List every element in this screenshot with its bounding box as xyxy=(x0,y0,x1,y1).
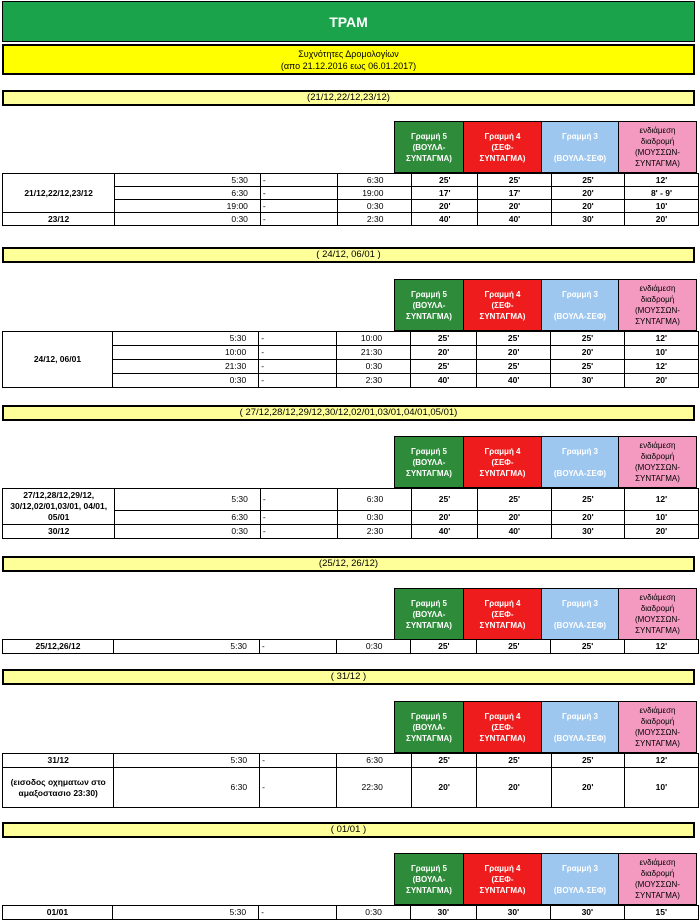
time-from: 5:30 xyxy=(115,489,261,511)
time-to: 10:00 xyxy=(336,332,411,346)
freq-line-3: 20' xyxy=(551,346,624,360)
time-to: 0:30 xyxy=(336,906,410,920)
freq-intermediate: 12' xyxy=(624,489,698,511)
freq-intermediate: 10' xyxy=(624,200,698,213)
time-separator: - xyxy=(259,332,336,346)
date-label: 25/12,26/12 xyxy=(3,640,114,654)
time-to: 0:30 xyxy=(338,511,412,525)
time-from: 5:30 xyxy=(112,906,258,920)
section-heading: (21/12,22/12,23/12) xyxy=(2,90,695,106)
freq-line-4: 25' xyxy=(477,640,551,654)
freq-line-3: 25' xyxy=(551,489,624,511)
freq-line-5: 25' xyxy=(412,174,478,187)
time-from: 0:30 xyxy=(115,525,261,539)
time-from: 10:00 xyxy=(112,346,258,360)
time-from: 5:30 xyxy=(114,640,260,654)
freq-line-5: 25' xyxy=(412,489,478,511)
time-from: 6:30 xyxy=(115,187,261,200)
time-separator: - xyxy=(260,200,337,213)
header-line-3: Γραμμή 3 (ΒΟΥΛΑ-ΣΕΦ) xyxy=(542,702,619,753)
time-to: 2:30 xyxy=(338,213,412,226)
time-to: 2:30 xyxy=(338,525,412,539)
header-line-3: Γραμμή 3 (ΒΟΥΛΑ-ΣΕΦ) xyxy=(542,280,619,331)
freq-line-4: 25' xyxy=(477,174,551,187)
freq-intermediate: 12' xyxy=(624,332,698,346)
date-label: 01/01 xyxy=(3,906,113,920)
freq-line-5: 25' xyxy=(411,640,477,654)
time-from: 5:30 xyxy=(115,174,261,187)
freq-line-4: 25' xyxy=(477,754,551,768)
freq-intermediate: 12' xyxy=(624,360,698,374)
freq-line-5: 40' xyxy=(411,374,477,388)
freq-line-5: 20' xyxy=(411,768,477,808)
time-separator: - xyxy=(259,640,336,654)
time-from: 6:30 xyxy=(114,768,260,808)
table-row xyxy=(3,213,699,226)
header-intermediate-route: ενδιάμεση διαδρομή (ΜΟΥΣΣΩΝ- ΣΥΝΤΑΓΜΑ) xyxy=(619,437,697,488)
table-row xyxy=(3,174,699,187)
freq-line-4: 20' xyxy=(477,768,551,808)
table-row xyxy=(3,489,699,511)
line-header-row xyxy=(394,121,697,173)
freq-line-3: 25' xyxy=(551,360,624,374)
time-separator: - xyxy=(259,360,336,374)
freq-line-3: 30' xyxy=(551,906,624,920)
frequency-table xyxy=(2,488,699,539)
freq-line-4: 25' xyxy=(476,332,550,346)
header-line-4: Γραμμή 4 (ΣΕΦ- ΣΥΝΤΑΓΜΑ) xyxy=(464,280,542,331)
freq-line-3: 25' xyxy=(551,640,624,654)
header-line-3: Γραμμή 3 (ΒΟΥΛΑ-ΣΕΦ) xyxy=(542,122,619,173)
frequency-table xyxy=(2,331,699,388)
freq-line-5: 20' xyxy=(412,511,478,525)
freq-line-5: 20' xyxy=(412,200,478,213)
frequency-table xyxy=(2,753,699,808)
freq-intermediate: 10' xyxy=(624,511,698,525)
freq-line-5: 17' xyxy=(412,187,478,200)
freq-intermediate: 12' xyxy=(624,174,698,187)
date-label: 27/12,28/12,29/12, 30/12,02/01,03/01, 04/01, 05/01 xyxy=(3,489,115,525)
date-label: (εισοδος οχηματων στο αμαξοστασιο 23:30) xyxy=(3,768,114,808)
frequency-table xyxy=(2,905,699,920)
time-from: 5:30 xyxy=(112,332,258,346)
time-separator: - xyxy=(260,489,337,511)
line-header-row xyxy=(394,588,697,640)
section-heading: ( 31/12 ) xyxy=(2,669,695,685)
time-to: 6:30 xyxy=(338,174,412,187)
table-row xyxy=(3,640,699,654)
line-header-row xyxy=(394,853,697,905)
time-separator: - xyxy=(260,174,337,187)
date-label: 21/12,22/12,23/12 xyxy=(3,174,115,213)
frequency-table xyxy=(2,639,699,654)
freq-line-5: 25' xyxy=(411,332,477,346)
freq-line-4: 20' xyxy=(477,511,551,525)
frequency-table xyxy=(2,173,699,226)
time-to: 0:30 xyxy=(337,640,411,654)
time-separator: - xyxy=(260,511,337,525)
time-separator: - xyxy=(260,754,337,768)
header-line-3: Γραμμή 3 (ΒΟΥΛΑ-ΣΕΦ) xyxy=(542,589,619,640)
freq-line-3: 20' xyxy=(551,187,624,200)
header-line-5: Γραμμή 5 (ΒΟΥΛΑ- ΣΥΝΤΑΓΜΑ) xyxy=(395,702,464,753)
time-separator: - xyxy=(260,525,337,539)
freq-line-4: 30' xyxy=(476,906,550,920)
time-separator: - xyxy=(259,346,336,360)
header-line-3: Γραμμή 3 (ΒΟΥΛΑ-ΣΕΦ) xyxy=(542,854,619,905)
header-line-4: Γραμμή 4 (ΣΕΦ- ΣΥΝΤΑΓΜΑ) xyxy=(464,589,542,640)
header-line-4: Γραμμή 4 (ΣΕΦ- ΣΥΝΤΑΓΜΑ) xyxy=(464,122,542,173)
time-separator: - xyxy=(260,768,337,808)
header-line-5: Γραμμή 5 (ΒΟΥΛΑ- ΣΥΝΤΑΓΜΑ) xyxy=(395,854,464,905)
date-label: 23/12 xyxy=(3,213,115,226)
freq-intermediate: 10' xyxy=(624,346,698,360)
freq-intermediate: 20' xyxy=(624,213,698,226)
header-line-4: Γραμμή 4 (ΣΕΦ- ΣΥΝΤΑΓΜΑ) xyxy=(464,437,542,488)
freq-line-3: 30' xyxy=(551,374,624,388)
section-heading: ( 24/12, 06/01 ) xyxy=(2,247,695,263)
freq-intermediate: 15' xyxy=(624,906,698,920)
time-to: 2:30 xyxy=(336,374,411,388)
time-separator: - xyxy=(260,213,337,226)
time-from: 19:00 xyxy=(115,200,261,213)
freq-line-4: 25' xyxy=(476,360,550,374)
freq-line-5: 25' xyxy=(411,754,477,768)
line-header-row xyxy=(394,436,697,488)
time-from: 0:30 xyxy=(112,374,258,388)
date-label: 31/12 xyxy=(3,754,114,768)
table-row xyxy=(3,768,699,808)
date-label: 24/12, 06/01 xyxy=(3,332,113,388)
freq-line-4: 40' xyxy=(476,374,550,388)
time-from: 21:30 xyxy=(112,360,258,374)
header-line-5: Γραμμή 5 (ΒΟΥΛΑ- ΣΥΝΤΑΓΜΑ) xyxy=(395,122,464,173)
freq-line-5: 20' xyxy=(411,346,477,360)
freq-line-3: 20' xyxy=(551,200,624,213)
header-line-3: Γραμμή 3 (ΒΟΥΛΑ-ΣΕΦ) xyxy=(542,437,619,488)
freq-line-3: 20' xyxy=(551,511,624,525)
freq-line-3: 25' xyxy=(551,174,624,187)
date-range-banner xyxy=(2,44,695,75)
time-separator: - xyxy=(259,906,336,920)
time-separator: - xyxy=(259,374,336,388)
section-heading: ( 27/12,28/12,29/12,30/12,02/01,03/01,04/01,05/01) xyxy=(2,405,695,421)
header-intermediate-route: ενδιάμεση διαδρομή (ΜΟΥΣΣΩΝ- ΣΥΝΤΑΓΜΑ) xyxy=(619,854,697,905)
header-intermediate-route: ενδιάμεση διαδρομή (ΜΟΥΣΣΩΝ- ΣΥΝΤΑΓΜΑ) xyxy=(619,589,697,640)
time-from: 5:30 xyxy=(114,754,260,768)
header-intermediate-route: ενδιάμεση διαδρομή (ΜΟΥΣΣΩΝ- ΣΥΝΤΑΓΜΑ) xyxy=(619,122,697,173)
freq-intermediate: 10' xyxy=(624,768,698,808)
header-line-5: Γραμμή 5 (ΒΟΥΛΑ- ΣΥΝΤΑΓΜΑ) xyxy=(395,280,464,331)
time-to: 21:30 xyxy=(336,346,411,360)
line-header-row xyxy=(394,279,697,331)
header-line-4: Γραμμή 4 (ΣΕΦ- ΣΥΝΤΑΓΜΑ) xyxy=(464,702,542,753)
freq-line-4: 20' xyxy=(477,200,551,213)
freq-line-4: 40' xyxy=(477,525,551,539)
table-row xyxy=(3,906,699,920)
time-to: 0:30 xyxy=(338,200,412,213)
header-line-4: Γραμμή 4 (ΣΕΦ- ΣΥΝΤΑΓΜΑ) xyxy=(464,854,542,905)
time-to: 6:30 xyxy=(337,754,411,768)
freq-intermediate: 12' xyxy=(624,754,698,768)
section-heading: ( 01/01 ) xyxy=(2,822,695,838)
time-to: 19:00 xyxy=(338,187,412,200)
freq-intermediate: 12' xyxy=(624,640,698,654)
freq-line-5: 25' xyxy=(411,360,477,374)
freq-line-4: 25' xyxy=(477,489,551,511)
freq-line-3: 30' xyxy=(551,213,624,226)
table-row xyxy=(3,754,699,768)
freq-line-5: 40' xyxy=(412,525,478,539)
header-line-5: Γραμμή 5 (ΒΟΥΛΑ- ΣΥΝΤΑΓΜΑ) xyxy=(395,589,464,640)
date-label: 30/12 xyxy=(3,525,115,539)
freq-intermediate: 20' xyxy=(624,374,698,388)
subtitle-line-1: Συχνότητες Δρομολογίων xyxy=(298,49,399,59)
table-row xyxy=(3,525,699,539)
freq-line-3: 30' xyxy=(551,525,624,539)
subtitle-line-2: (απο 21.12.2016 εως 06.01.2017) xyxy=(280,61,417,71)
freq-line-4: 17' xyxy=(477,187,551,200)
time-to: 0:30 xyxy=(336,360,411,374)
header-intermediate-route: ενδιάμεση διαδρομή (ΜΟΥΣΣΩΝ- ΣΥΝΤΑΓΜΑ) xyxy=(619,702,697,753)
section-heading: (25/12, 26/12) xyxy=(2,556,695,572)
time-from: 0:30 xyxy=(115,213,261,226)
time-separator: - xyxy=(260,187,337,200)
time-to: 22:30 xyxy=(337,768,411,808)
freq-line-4: 40' xyxy=(477,213,551,226)
freq-line-3: 25' xyxy=(551,332,624,346)
freq-line-4: 20' xyxy=(476,346,550,360)
freq-intermediate: 20' xyxy=(624,525,698,539)
line-header-row xyxy=(394,701,697,753)
time-to: 6:30 xyxy=(338,489,412,511)
time-from: 6:30 xyxy=(115,511,261,525)
freq-line-5: 30' xyxy=(410,906,476,920)
freq-line-3: 20' xyxy=(551,768,624,808)
header-line-5: Γραμμή 5 (ΒΟΥΛΑ- ΣΥΝΤΑΓΜΑ) xyxy=(395,437,464,488)
header-intermediate-route: ενδιάμεση διαδρομή (ΜΟΥΣΣΩΝ- ΣΥΝΤΑΓΜΑ) xyxy=(619,280,697,331)
page-title: ΤΡΑΜ xyxy=(2,1,695,42)
freq-intermediate: 8' - 9' xyxy=(624,187,698,200)
freq-line-5: 40' xyxy=(412,213,478,226)
freq-line-3: 25' xyxy=(551,754,624,768)
table-row xyxy=(3,332,699,346)
